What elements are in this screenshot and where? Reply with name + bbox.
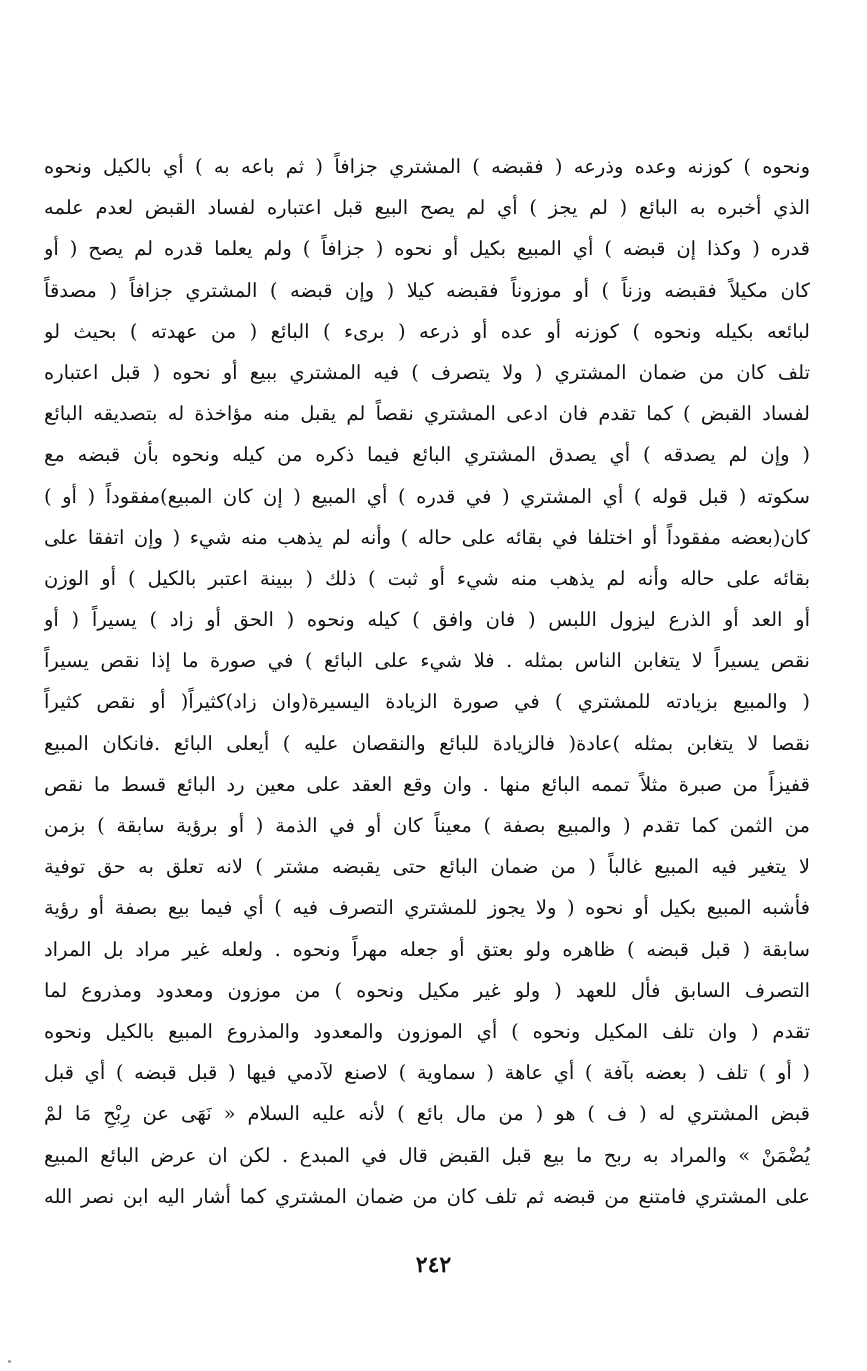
text-line: التصرف السابق فأل للعهد ( ولو غير مكيل ونحوه ) من موزون ومعدود ومذروع لما xyxy=(44,978,810,1002)
text-line: ( والمبيع بزيادته للمشتري ) في صورة الزيادة اليسيرة(وان زاد)كثيراً( أو نقص كثيراً xyxy=(44,690,810,714)
text-line: لبائعه بكيله ونحوه ) كوزنه أو عده أو ذرعه ( برىء ) البائع ( من عهدته ) بحيث لو xyxy=(44,319,810,343)
text-line: سابقة ( قبل قبضه ) ظاهره ولو بعتق أو جعله مهراً ونحوه . ولعله غير مراد بل المراد xyxy=(44,937,810,961)
text-line: بقائه على حاله وأنه لم يذهب منه شيء أو ثبت ) ذلك ( ببينة اعتبر بالكيل ) أو الوزن xyxy=(44,566,810,590)
text-line: لفساد القبض ) كما تقدم فان ادعى المشتري نقصاً لم يقبل منه مؤاخذة له بتصديقه البائع xyxy=(44,402,810,426)
scan-speck xyxy=(8,1360,11,1363)
text-line: قفيزاً من صبرة مثلاً تممه البائع منها . وان وقع العقد على معين رد البائع قسط ما نقص xyxy=(44,772,810,796)
text-line: قبض المشتري له ( ف ) هو ( من مال بائع ) لأنه عليه السلام « نَهَى عن رِبْحِ مَا لمْ xyxy=(44,1102,810,1126)
text-line: من الثمن كما تقدم ( والمبيع بصفة ) معيناً كان أو في الذمة ( أو برؤية سابقة ) بزمن xyxy=(44,814,810,837)
text-line: ونحوه ) كوزنه وعده وذرعه ( فقبضه ) المشتري جزافاً ( ثم باعه به ) أي بالكيل ونحوه xyxy=(44,155,810,178)
text-line: الذي أخبره به البائع ( لم يجز ) أي لم يصح البيع قبل اعتباره لفساد القبض لعدم علمه xyxy=(44,196,810,220)
text-line: فأشبه المبيع بكيل أو نحوه ( ولا يجوز للمشتري التصرف فيه ) أي فيما بيع بصفة أو رؤية xyxy=(44,896,810,920)
text-line: ( وإن لم يصدقه ) أي يصدق المشتري البائع فيما ذكره من كيله ونحوه بأن قبضه مع xyxy=(44,443,810,467)
text-line: كان(بعضه مفقوداً أو اختلفا في بقائه على حاله ) وأنه لم يذهب منه شيء ( وإن اتفقا على xyxy=(44,525,810,549)
text-line: كان مكيلاً فقبضه وزناً ) أو موزوناً فقبضه كيلا ( وإن قبضه ) المشتري جزافاً ( مصدقاً xyxy=(44,278,810,302)
text-line: لا يتغير فيه المبيع غالباً ( من ضمان البائع حتى يقبضه مشتر ) لانه تعلق به حق توفية xyxy=(44,855,810,879)
text-line: يُضْمَنْ » والمراد به ربح ما بيع قبل القبض قال في المبدع . لكن ان عرض البائع المبيع xyxy=(44,1143,810,1167)
page-number: ٢٤٢ xyxy=(415,1252,452,1278)
text-line: تقدم ( وان تلف المكيل ونحوه ) أي الموزون والمعدود والمذروع المبيع بالكيل ونحوه xyxy=(44,1019,810,1043)
text-line: أو العد أو الذرع ليزول اللبس ( فان وافق ) كيله ونحوه ( الحق أو زاد ) يسيراً ( أو xyxy=(44,608,810,632)
text-line: قدره ( وكذا إن قبضه ) أي المبيع بكيل أو نحوه ( جزافاً ) ولم يعلما قدره لم يصح ( أو xyxy=(44,237,810,261)
text-line: ( أو ) تلف ( بعضه بآفة ) أي عاهة ( سماوية ) لاصنع لآدمي فيها ( قبل قبضه ) أي قبل xyxy=(44,1061,810,1085)
text-line: نقص يسيراً لا يتغابن الناس بمثله . فلا شيء على البائع ) في صورة ما إذا نقص يسيراً xyxy=(44,649,810,673)
body-text xyxy=(44,146,810,1217)
text-line: تلف كان من ضمان المشتري ( ولا يتصرف ) فيه المشتري ببيع أو نحوه ( قبل اعتباره xyxy=(44,360,810,384)
text-line: على المشتري فامتنع من قبضه ثم تلف كان من ضمان المشتري كما أشار اليه ابن نصر الله xyxy=(44,1184,810,1208)
text-line: سكوته ( قبل قوله ) أي المشتري ( في قدره ) أي المبيع ( إن كان المبيع)مفقوداً ( أو ) xyxy=(44,484,810,508)
text-line: نقصا لا يتغابن بمثله )عادة( فالزيادة للبائع والنقصان عليه ) أيعلى البائع .فانكان المبيع xyxy=(44,731,810,755)
